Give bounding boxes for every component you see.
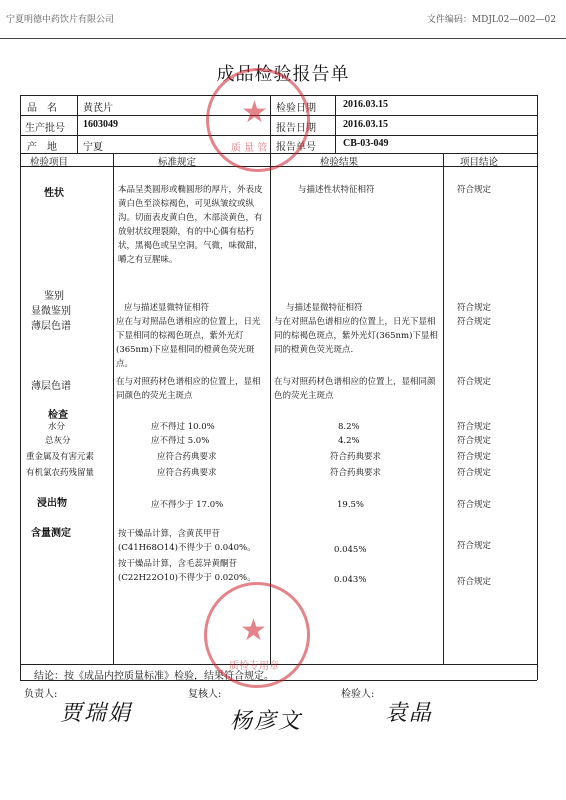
micro-conclusion: 符合规定 (457, 303, 492, 313)
water-result: 8.2% (338, 422, 360, 432)
pesticide-conclusion: 符合规定 (457, 468, 492, 478)
file-number: 文件编码：MDJL02—002—02 (426, 15, 556, 25)
assay1-standard: 按干燥品计算，含黄芪甲苷(C41H68O14)不得少于 0.040%。 (118, 529, 256, 553)
seal-top-inner-text: 质 量 管 (231, 143, 268, 154)
assay2-standard: 按干燥品计算，含毛蕊异黄酮苷(C22H22O10)不得少于 0.020%。 (118, 559, 256, 583)
extract-result: 19.5% (337, 500, 365, 510)
pesticide-item: 有机氯农药残留量 (26, 468, 95, 478)
water-standard: 应不得过 10.0% (151, 422, 215, 432)
micro-result: 与描述显微特征相符 (286, 303, 363, 313)
extract-conclusion: 符合规定 (457, 500, 492, 510)
inspect-date-value: 2016.03.15 (343, 99, 388, 110)
metal-item: 重金属及有害元素 (26, 452, 95, 462)
col-header-item: 检验项目 (30, 157, 69, 168)
reviewer-label: 复核人: (188, 689, 222, 700)
micro-standard: 应与描述显微特征相符 (124, 303, 210, 313)
water-item: 水分 (48, 422, 66, 432)
tlc1-result: 与在对照品色谱相应的位置上，日光下显相同的棕褐色斑点，紫外光灯(365nm)下显相同的橙黄色荧光斑点. (274, 317, 438, 355)
assay2-result: 0.043% (334, 575, 367, 585)
quality-seal-top (206, 68, 310, 172)
assay1-conclusion: 符合规定 (457, 541, 492, 551)
trait-result: 与描述性状特征相符 (298, 185, 375, 195)
col-header-result: 检验结果 (320, 157, 359, 168)
header-rule (0, 38, 566, 39)
responsible-signature: 贾瑞娟 (60, 701, 133, 726)
tlc2-result: 在与对照药材色谱相应的位置上，显相同颜色的荧光主斑点 (274, 377, 436, 401)
reviewer-signature: 杨彦文 (230, 709, 303, 734)
seal-star-icon: ★ (241, 95, 268, 130)
tlc2-conclusion: 符合规定 (457, 377, 492, 387)
metal-conclusion: 符合规定 (457, 452, 492, 462)
assay2-conclusion: 符合规定 (457, 577, 492, 587)
section-assay: 含量测定 (31, 528, 71, 539)
col-header-conclusion: 项目结论 (460, 157, 499, 168)
seal-star-icon: ★ (240, 613, 267, 648)
metal-result: 符合药典要求 (330, 452, 382, 462)
report-no-value: CB-03-049 (343, 138, 389, 149)
origin-label: 产 地 (27, 142, 57, 153)
inspector-signature: 袁晶 (385, 701, 434, 726)
col-header-standard: 标准规定 (158, 157, 197, 168)
responsible-label: 负责人: (24, 689, 58, 700)
report-no-label: 报告单号 (276, 142, 316, 153)
trait-conclusion: 符合规定 (457, 185, 492, 195)
section-traits: 性状 (44, 188, 64, 199)
conclusion-text: 结论：按《成品内控质量标准》检验，结果符合规定。 (34, 671, 274, 682)
tlc2-standard: 在与对照药材色谱相应的位置上，显相同颜色的荧光主斑点 (116, 377, 261, 401)
section-identify: 鉴别 (44, 291, 64, 302)
product-value: 黄芪片 (83, 103, 113, 114)
section-extract: 浸出物 (37, 498, 67, 509)
tlc1-item: 薄层色谱 (31, 321, 71, 332)
trait-standard: 本品呈类圆形或椭圆形的厚片，外表皮黄白色至淡棕褐色，可见纵皱纹或纵沟。切面表皮黄白色，木部淡黄色，有放射状纹理裂隙，有的中心偶有枯朽状，黑褐色或呈空洞。气微，味微甜，嚼之有豆腥味。 (118, 185, 263, 265)
batch-value: 1603049 (83, 119, 118, 130)
inspection-seal-bottom (204, 582, 310, 688)
page-title: 成品检验报告单 (216, 64, 350, 85)
report-date-label: 报告日期 (276, 123, 316, 134)
ash-item: 总灰分 (45, 436, 71, 446)
ash-standard: 应不得过 5.0% (151, 436, 210, 446)
tlc1-standard: 应在与对照品色谱相应的位置上，日光下显相同的棕褐色斑点，紫外光灯(365nm)下应显相同的橙黄色荧光斑点。 (116, 317, 261, 369)
origin-value: 宁夏 (83, 142, 103, 153)
tlc2-item: 薄层色谱 (31, 381, 71, 392)
seal-bottom-inner-text: 质检专用章 (229, 661, 279, 672)
assay1-result: 0.045% (334, 545, 367, 555)
section-check: 检查 (48, 410, 68, 421)
product-label: 品 名 (27, 103, 57, 114)
ash-conclusion: 符合规定 (457, 436, 492, 446)
pesticide-standard: 应符合药典要求 (157, 468, 217, 478)
tlc1-conclusion: 符合规定 (457, 317, 492, 327)
metal-standard: 应符合药典要求 (157, 452, 217, 462)
ash-result: 4.2% (338, 436, 360, 446)
pesticide-result: 符合药典要求 (330, 468, 382, 478)
extract-standard: 应不得少于 17.0% (151, 500, 224, 510)
water-conclusion: 符合规定 (457, 422, 492, 432)
inspect-date-label: 检验日期 (276, 103, 316, 114)
batch-label: 生产批号 (25, 123, 65, 134)
inspector-label: 检验人: (341, 689, 375, 700)
company-header: 宁夏明德中药饮片有限公司 (6, 15, 115, 25)
report-date-value: 2016.03.15 (343, 119, 388, 130)
micro-item: 显微鉴别 (31, 306, 71, 317)
